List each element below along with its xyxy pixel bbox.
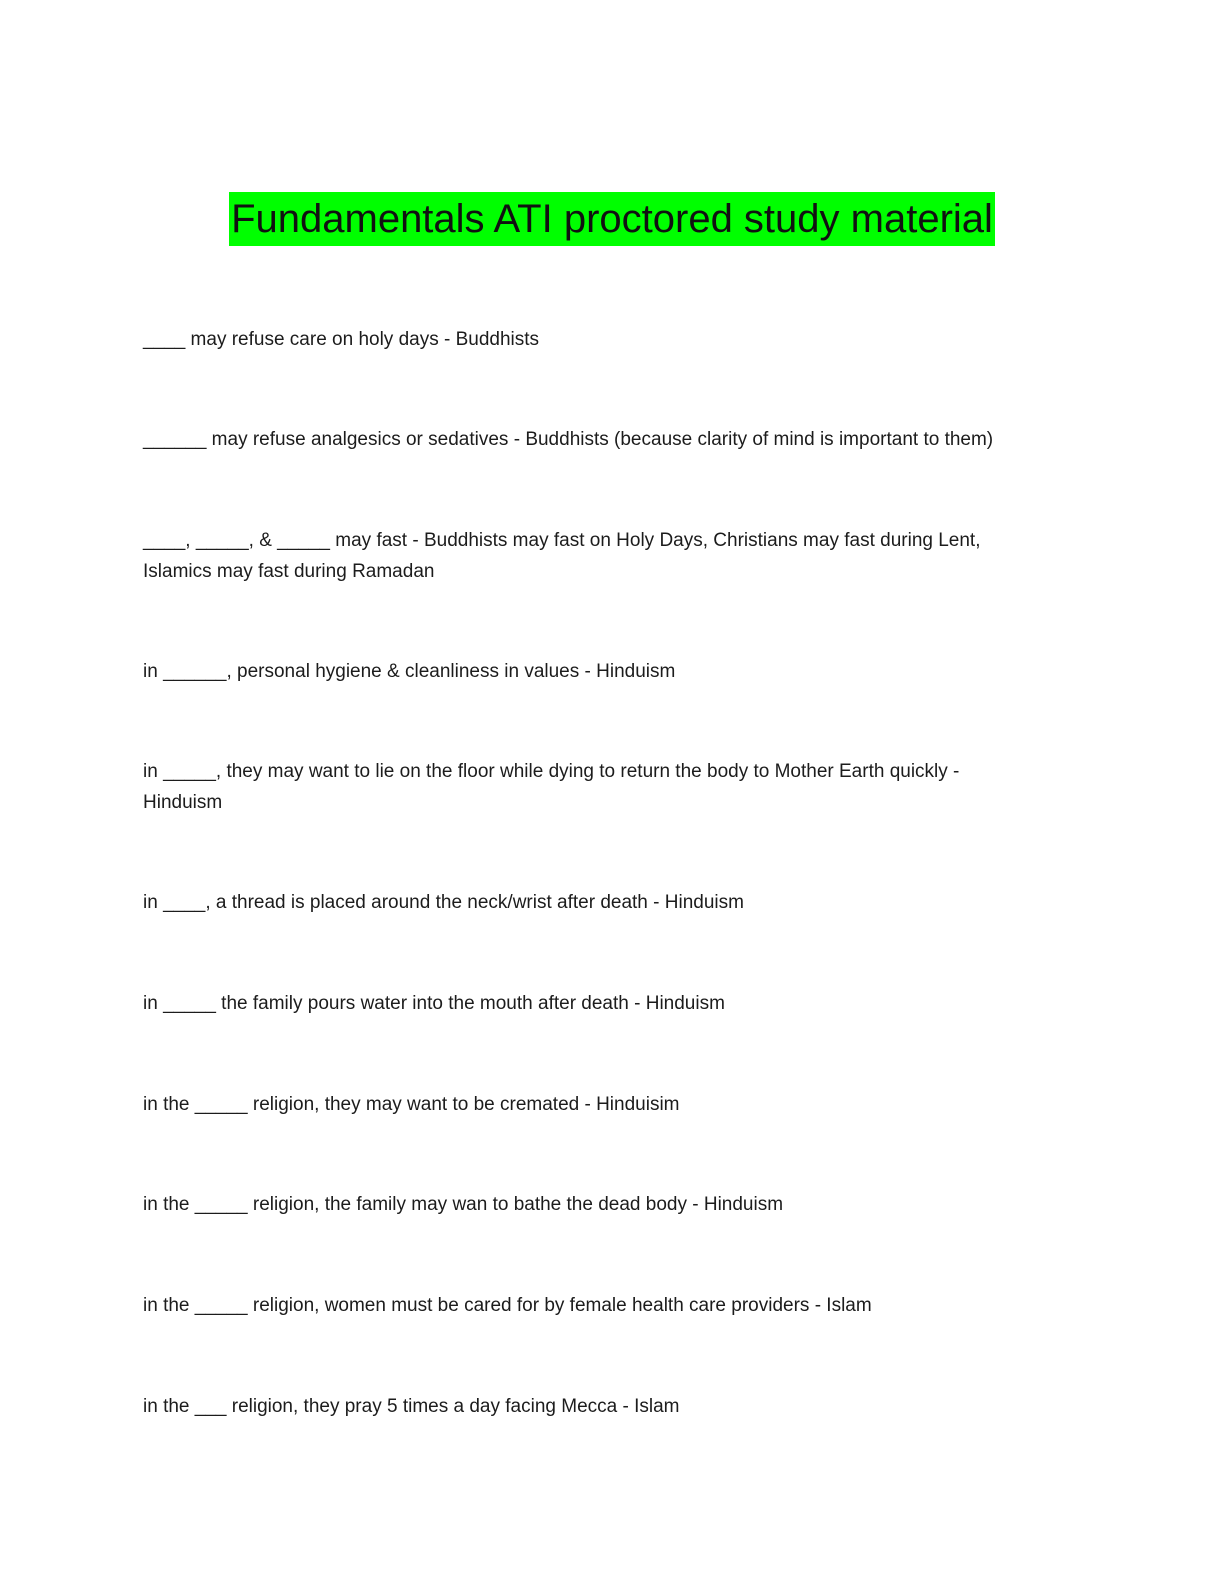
study-item: in ______, personal hygiene & cleanliness in values - Hinduism bbox=[143, 661, 676, 682]
study-item: in the ___ religion, they pray 5 times a day facing Mecca - Islam bbox=[143, 1396, 680, 1417]
title-container bbox=[0, 192, 1224, 246]
study-item: in ____, a thread is placed around the neck/wrist after death - Hinduism bbox=[143, 892, 744, 913]
study-item: in the _____ religion, women must be cared for by female health care providers - Islam bbox=[143, 1295, 872, 1316]
study-item: in _____ the family pours water into the mouth after death - Hinduism bbox=[143, 993, 725, 1014]
study-item: in _____, they may want to lie on the floor while dying to return the body to Mother Earth quickly - Hinduism bbox=[143, 761, 960, 813]
study-item: in the _____ religion, the family may wan to bathe the dead body - Hinduism bbox=[143, 1194, 784, 1215]
study-item: ____, _____, & _____ may fast - Buddhists may fast on Holy Days, Christians may fast during Lent, Islamics may fast during Ramadan bbox=[143, 530, 981, 582]
document-title: Fundamentals ATI proctored study material bbox=[229, 192, 995, 246]
study-item: in the _____ religion, they may want to be cremated - Hinduisim bbox=[143, 1094, 680, 1115]
study-item: ______ may refuse analgesics or sedatives - Buddhists (because clarity of mind is important to them) bbox=[143, 429, 994, 450]
study-item: ____ may refuse care on holy days - Buddhists bbox=[143, 329, 540, 350]
